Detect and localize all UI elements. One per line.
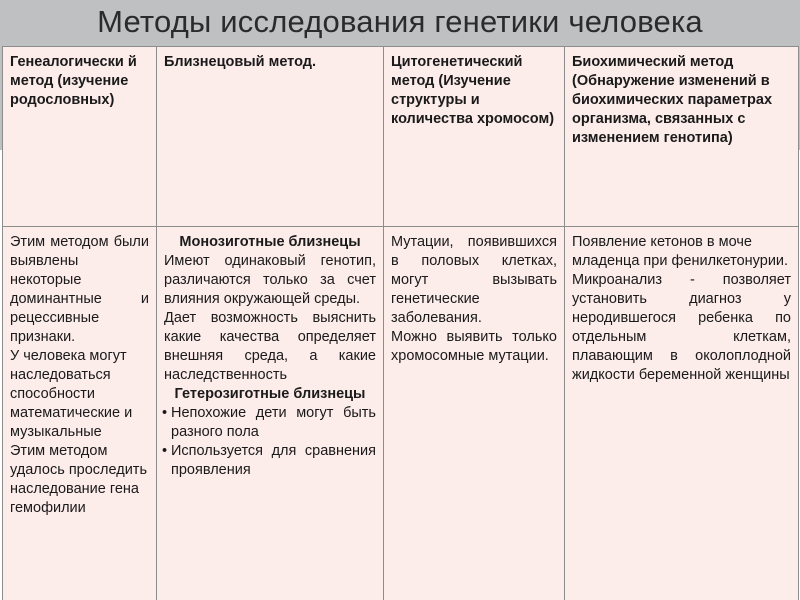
list-item: • Непохожие дети могут быть разного пола <box>164 404 376 442</box>
genealogical-text-1: Этим методом были выявлены некоторые доминантные и рецессивные признаки. <box>10 234 149 345</box>
table-row <box>3 227 799 600</box>
cell-twin <box>157 227 384 600</box>
mono-text-2: Дает возможность выяснить какие качества определяет внешняя среда, а какие наследственность <box>164 310 376 383</box>
list-item: • Используется для сравнения проявления <box>164 442 376 480</box>
mono-text-1: Имеют одинаковый генотип, различаются только за счет влияния окружающей среды. <box>164 253 376 307</box>
biochemical-text-2: Микроанализ - позволяет установить диагноз у неродившегося ребенка по отдельным клеткам, плавающим в околоплодной жидкости беременной женщины <box>572 272 791 383</box>
header-genealogical: Генеалогически й метод (изучение родословных) <box>3 47 157 227</box>
hetero-heading: Гетерозиготные близнецы <box>174 386 366 402</box>
table-header-row <box>3 47 799 227</box>
mono-heading: Монозиготные близнецы <box>179 234 361 250</box>
cytogenetic-text-2: Можно выявить только хромосомные мутации. <box>391 329 557 364</box>
slide-title: Методы исследования генетики человека <box>97 4 703 39</box>
biochemical-text-1: Появление кетонов в моче младенца при фенилкетонурии. <box>572 234 789 269</box>
header-cytogenetic: Цитогенетический метод (Изучение структуры и количества хромосом) <box>384 47 565 227</box>
hetero-list <box>164 404 376 480</box>
header-biochemical: Биохимический метод (Обнаружение изменений в биохимических параметрах организма, связанных с изменением генотипа) <box>565 47 799 227</box>
cytogenetic-text-1: Мутации, появившихся в половых клетках, могут вызывать генетические заболевания. <box>391 234 557 326</box>
header-twin: Близнецовый метод. <box>157 47 384 227</box>
cell-biochemical <box>565 227 799 600</box>
genealogical-text-2: У человека могут наследоваться способности математические и музыкальные <box>10 348 133 440</box>
genealogical-text-3: Этим методом удалось проследить наследование гена гемофилии <box>10 443 148 516</box>
cell-cytogenetic <box>384 227 565 600</box>
methods-table <box>2 46 799 600</box>
cell-genealogical <box>3 227 157 600</box>
